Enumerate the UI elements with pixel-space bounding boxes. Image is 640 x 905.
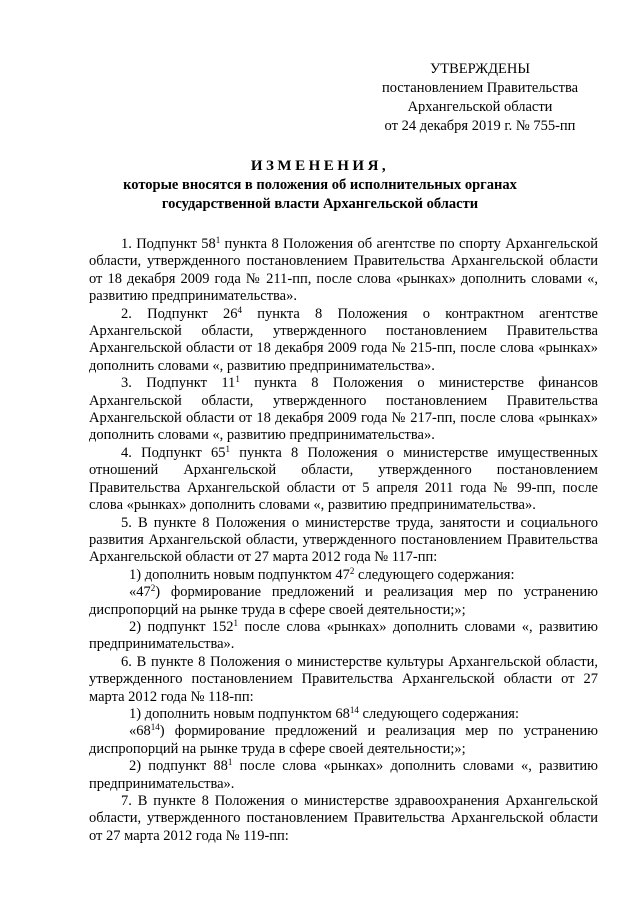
- item-5-2-rest: после слова «рынках» дополнить словами «, развитию предпринимательства».: [89, 618, 598, 653]
- document-subtitle-line-2: государственной власти Архангельской области: [161, 196, 479, 212]
- paragraph-item-5: 5. В пункте 8 Положения о министерстве труда, занятости и социального развития Архангельской области, утвержденного постановлением Правительства Архангельской области от 27 марта 2012 года № 117-пп:: [89, 514, 598, 566]
- item-6-1-sup: 14: [349, 704, 359, 715]
- document-subtitle-line-1: которые вносятся в положения об исполнительных органах: [123, 177, 517, 193]
- item-5-1-sup: 2: [349, 565, 355, 576]
- document-body: [89, 236, 598, 845]
- item-1-rest: пункта 8 Положения об агентстве по спорту Архангельской области, утвержденного постановлением Правительства Архангельской области от 18 декабря 2009 года № 211-пп, после слова «рынках» дополнить словами «, развитию предпринимательства».: [89, 236, 598, 305]
- item-5-2-sup: 1: [233, 617, 239, 628]
- item-3-sup: 1: [235, 374, 240, 385]
- paragraph-item-1: [89, 236, 598, 306]
- paragraph-item-6-2: [89, 758, 598, 793]
- item-6-1-quote-start: «68: [129, 723, 151, 740]
- paragraph-item-4: [89, 445, 598, 515]
- item-3-rest: пункта 8 Положения о министерстве финансов Архангельской области, утвержденного постановлением Правительства Архангельской области от 18 декабря 2009 года № 217-пп, после слова «рынках» дополнить словами «, развитию предпринимательства».: [89, 375, 598, 444]
- item-5-1-quote-rest: ) формирование предложений и реализация мер по устранению диспропорций на рынке труда в сфере своей деятельности;»;: [89, 584, 598, 618]
- item-6-1-quote-rest: ) формирование предложений и реализация мер по устранению диспропорций на рынке труда в сфере своей деятельности;»;: [89, 723, 598, 757]
- item-6-2-start: 2) подпункт 88: [129, 758, 228, 775]
- approval-line-1: УТВЕРЖДЕНЫ: [429, 61, 531, 77]
- item-2-sup: 4: [237, 304, 242, 315]
- item-5-1-quote-start: «47: [129, 584, 151, 601]
- item-6-1-quote-sup: 14: [150, 722, 160, 733]
- approval-stamp: [360, 60, 600, 136]
- paragraph-item-6: 6. В пункте 8 Положения о министерстве культуры Архангельской области, утвержденного постановлением Правительства Архангельской области от 27 марта 2012 года № 118-пп:: [89, 653, 598, 705]
- item-6-2-sup: 1: [227, 757, 233, 768]
- item-4-start: 4. Подпункт 65: [121, 444, 226, 461]
- item-2-start: 2. Подпункт 26: [121, 305, 238, 322]
- paragraph-item-6-1-quote: [89, 723, 598, 758]
- paragraph-item-6-1: [89, 706, 598, 723]
- item-5-2-start: 2) подпункт 152: [129, 618, 234, 635]
- paragraph-item-7: 7. В пункте 8 Положения о министерстве здравоохранения Архангельской области, утвержденного постановлением Правительства Архангельской области от 27 марта 2012 года № 119-пп:: [89, 793, 598, 844]
- paragraph-item-3: [89, 375, 598, 445]
- item-1-start: 1. Подпункт 58: [121, 236, 216, 252]
- item-5-1-start: 1) дополнить новым подпунктом 47: [129, 566, 350, 583]
- paragraph-item-2: [89, 306, 598, 376]
- item-6-1-rest: следующего содержания:: [358, 705, 519, 722]
- document-heading: [60, 157, 580, 214]
- paragraph-item-5-2: [89, 619, 598, 654]
- item-6-1-start: 1) дополнить новым подпунктом 68: [129, 705, 350, 722]
- item-1-sup: 1: [215, 235, 221, 245]
- approval-line-3: Архангельской области: [407, 99, 553, 115]
- item-3-start: 3. Подпункт 11: [121, 375, 236, 392]
- item-4-rest: пункта 8 Положения о министерстве имущественных отношений Архангельской области, утвержденного постановлением Правительства Архангельской области от 5 апреля 2011 года № 99-пп, после слова «рынках» дополнить словами «, развитию предпринимательства».: [89, 444, 598, 514]
- item-2-rest: пункта 8 Положения о контрактном агентстве Архангельской области, утвержденного постановлением Правительства Архангельской области от 18 декабря 2009 года № 215-пп, после слова «рынках» дополнить словами «, развитию предпринимательства».: [89, 305, 598, 374]
- item-5-1-quote-sup: 2: [150, 583, 156, 594]
- approval-line-4: от 24 декабря 2019 г. № 755-пп: [384, 118, 576, 134]
- document-title: ИЗМЕНЕНИЯ,: [250, 158, 390, 174]
- item-6-2-rest: после слова «рынках» дополнить словами «, развитию предпринимательства».: [89, 758, 598, 792]
- paragraph-item-5-1-quote: [89, 584, 598, 619]
- item-5-1-rest: следующего содержания:: [354, 566, 515, 583]
- paragraph-item-5-1: [89, 567, 598, 584]
- item-4-sup: 1: [225, 443, 230, 454]
- approval-line-2: постановлением Правительства: [381, 80, 579, 96]
